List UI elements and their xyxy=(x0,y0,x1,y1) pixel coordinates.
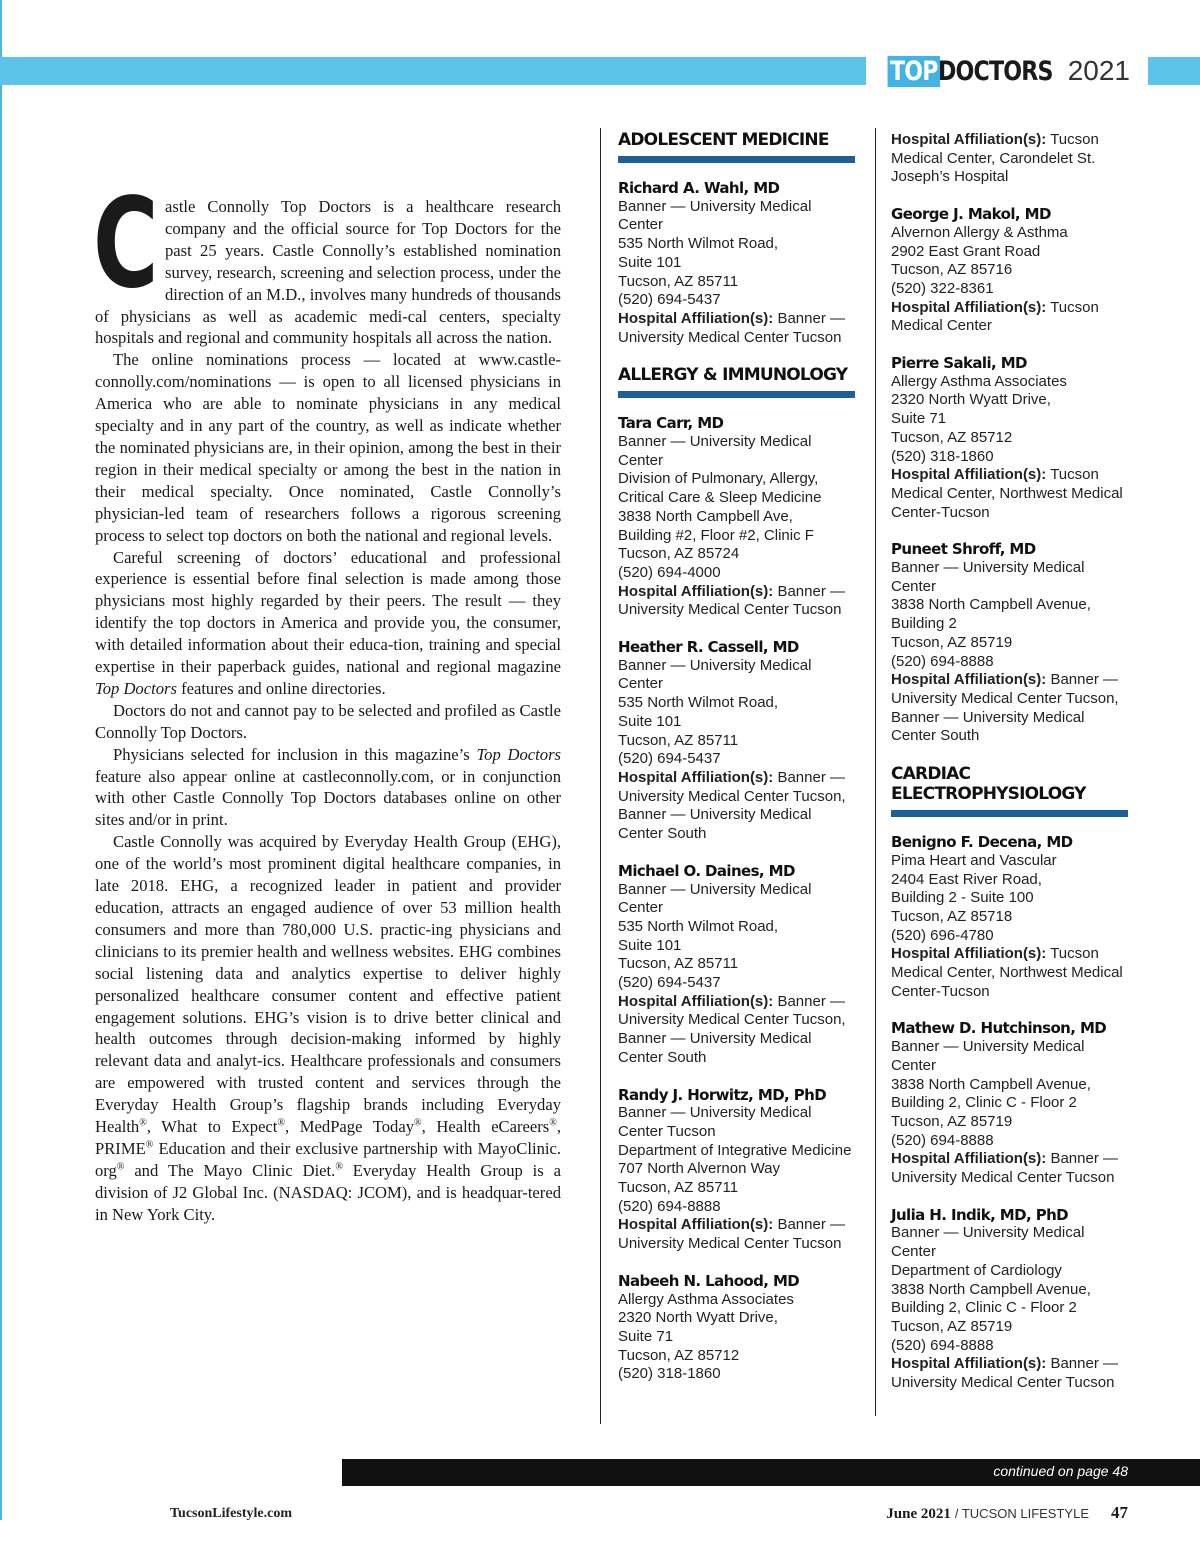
doctor-address-line: 2902 East Grant Road xyxy=(891,242,1041,260)
doctor-address-line: (520) 322-8361 xyxy=(891,279,994,297)
doctor-name: George J. Makol, MD xyxy=(891,205,1051,224)
listing-column-1 xyxy=(618,130,858,1402)
doctor-entry xyxy=(618,1272,858,1384)
affiliation-label: Hospital Affiliation(s): xyxy=(618,582,774,600)
doctor-entry xyxy=(618,179,858,347)
doctor-name: Nabeeh N. Lahood, MD xyxy=(618,1271,800,1290)
doctor-address-line: Banner — University Medical Center Tucson xyxy=(618,1104,812,1140)
doctor-address-line: Building 2 xyxy=(891,615,957,633)
doctor-address-line: (520) 694-4000 xyxy=(618,563,721,581)
doctor-name: Heather R. Cassell, MD xyxy=(618,638,799,657)
listing-column-2 xyxy=(891,131,1131,1411)
doctor-address-line: Tucson, AZ 85719 xyxy=(891,633,1013,651)
doctor-address-line: Suite 101 xyxy=(618,936,682,954)
doctor-name: Mathew D. Hutchinson, MD xyxy=(891,1019,1107,1038)
doctor-address-line: 3838 North Campbell Avenue, xyxy=(891,1280,1091,1298)
specialty-heading xyxy=(618,130,855,163)
doctor-entry xyxy=(891,205,1131,336)
hospital-affiliation xyxy=(891,1355,1131,1392)
affiliation-value: Tucson Medical Center xyxy=(891,298,1099,335)
doctor-address-line: Tucson, AZ 85711 xyxy=(618,731,739,749)
doctor-address-line: Department of Cardiology xyxy=(891,1261,1062,1279)
doctor-address-line: (520) 694-8888 xyxy=(891,1131,994,1149)
doctor-entry xyxy=(618,862,858,1068)
doctor-address-line: Tucson, AZ 85718 xyxy=(891,907,1013,925)
article-paragraph: The online nominations process — located at www.castle-connolly.com/nominations — is open to all licensed physicians in America who are able to nominate physicians in any medical specialty and in any part of the country, as well as indicate whether the nominated physicians are, in their opinion, among the best in their region in their medical specialty or among the best in the nation in their medical specialty. Once nominated, Castle Connolly’s physician-led team of researchers follows a rigorous screening process to select top doctors on both the national and regional levels. xyxy=(95,350,561,545)
doctor-name: Benigno F. Decena, MD xyxy=(891,833,1073,852)
affiliation-label: Hospital Affiliation(s): xyxy=(618,1216,774,1234)
article-paragraph: Careful screening of doctors’ educational and professional experience is essential before final selection is made among those physicians most highly regarded by their peers. The result — they identify the top doctors in America and provide you, the consumer, with detailed information about their educa-tion, training and special expertise in their paperback guides, national and regional magazine Top Doctors features and online directories. xyxy=(95,547,561,698)
hospital-affiliation xyxy=(618,583,858,620)
doctor-address-line: Pima Heart and Vascular xyxy=(891,851,1057,869)
column-divider xyxy=(875,128,876,1416)
doctor-address-line: (520) 694-5437 xyxy=(618,750,721,768)
doctor-name: Michael O. Daines, MD xyxy=(618,861,795,880)
doctor-address-line: Building #2, Floor #2, Clinic F xyxy=(618,526,814,544)
affiliation-value: Banner — University Medical Center Tucson xyxy=(891,1150,1118,1187)
doctor-entry xyxy=(891,833,1131,1001)
doctor-address-line: 535 North Wilmot Road, xyxy=(618,917,779,935)
doctor-address-line: Suite 71 xyxy=(618,1327,674,1345)
doctor-address-line: Tucson, AZ 85716 xyxy=(891,261,1013,279)
doctor-address-line: (520) 694-8888 xyxy=(891,652,994,670)
footer-folio xyxy=(886,1503,1128,1523)
affiliation-label: Hospital Affiliation(s): xyxy=(891,671,1047,689)
doctor-address-line: Banner — University Medical Center xyxy=(618,433,812,469)
doctor-address-line: Banner — University Medical Center xyxy=(618,880,812,917)
article-paragraph: Castle Connolly Top Doctors is a healthcare research company and the official source for Top Doctors for the past 25 years. Castle Connolly’s established nomination survey, research, screening and selection process, under the direction of an M.D., involves many hundreds of thousands of physicians as well as academic medi-cal centers, specialty hospitals and regional and community hospitals all across the nation. xyxy=(93,172,561,348)
doctor-address-line: (520) 694-5437 xyxy=(618,291,721,309)
doctor-address-line: Tucson, AZ 85711 xyxy=(618,955,739,973)
continued-note: continued on page 48 xyxy=(993,1463,1128,1479)
doctor-address-line: Tucson, AZ 85712 xyxy=(618,1346,740,1364)
doctor-address-line: Banner — University Medical Center xyxy=(891,1038,1085,1074)
doctor-entry xyxy=(891,1019,1131,1187)
doctor-address-line: Tucson, AZ 85711 xyxy=(618,1179,739,1197)
doctor-address-line: (520) 696-4780 xyxy=(891,926,994,944)
doctor-address-line: Banner — University Medical Center xyxy=(618,197,812,234)
title-year: 2021 xyxy=(1067,55,1130,86)
article-paragraph: Doctors do not and cannot pay to be selected and profiled as Castle Connolly Top Doctors. xyxy=(95,700,561,742)
lead-affiliation: Hospital Affiliation(s): Tucson Medical Center, Carondelet St. Joseph’s Hospital xyxy=(891,131,1099,186)
doctor-entry xyxy=(618,1086,858,1254)
specialty-heading-line: ADOLESCENT MEDICINE xyxy=(618,130,829,150)
doctor-address-line: (520) 694-8888 xyxy=(891,1336,994,1354)
doctor-name: Puneet Shroff, MD xyxy=(891,540,1036,559)
doctor-name: Richard A. Wahl, MD xyxy=(618,179,780,197)
column-divider xyxy=(600,128,601,1424)
doctor-address-line: (520) 318-1860 xyxy=(618,1365,721,1383)
doctor-address-line: Allergy Asthma Associates xyxy=(618,1290,794,1308)
title-top: TOP xyxy=(887,56,940,87)
doctor-entry xyxy=(618,414,858,620)
section-title xyxy=(866,51,1148,91)
hospital-affiliation xyxy=(618,993,858,1068)
title-doctors: DOCTORS xyxy=(937,55,1053,87)
specialty-heading xyxy=(891,764,1128,817)
doctor-address-line: Building 2 - Suite 100 xyxy=(891,889,1034,907)
specialty-heading-line: ALLERGY & IMMUNOLOGY xyxy=(618,365,848,386)
doctor-address-line: Banner — University Medical Center xyxy=(891,559,1085,595)
doctor-address-line: Banner — University Medical Center xyxy=(618,656,812,693)
doctor-entry xyxy=(891,540,1131,746)
hospital-affiliation xyxy=(891,945,1131,1001)
doctor-address-line: Alvernon Allergy & Asthma xyxy=(891,223,1068,241)
hospital-affiliation xyxy=(618,769,858,844)
affiliation-label: Hospital Affiliation(s): xyxy=(891,466,1047,484)
doctor-address-line: Allergy Asthma Associates xyxy=(891,372,1067,390)
affiliation-value: Banner — University Medical Center Tucson, Banner — University Medical Center South xyxy=(618,992,846,1066)
specialty-heading-line: CARDIAC xyxy=(891,764,971,785)
doctor-address-line: Critical Care & Sleep Medicine xyxy=(618,489,822,507)
doctor-name: Randy J. Horwitz, MD, PhD xyxy=(618,1085,827,1104)
doctor-address-line: Tucson, AZ 85711 xyxy=(618,272,739,290)
doctor-address-line: 2320 North Wyatt Drive, xyxy=(891,391,1051,409)
footer-site: TucsonLifestyle.com xyxy=(170,1506,292,1521)
doctor-entry xyxy=(891,1206,1131,1393)
doctor-name: Julia H. Indik, MD, PhD xyxy=(891,1205,1069,1224)
footer-date: June 2021 xyxy=(886,1506,951,1522)
doctor-address-line: (520) 694-8888 xyxy=(618,1197,721,1215)
doctor-address-line: Banner — University Medical Center xyxy=(891,1224,1085,1261)
affiliation-label: Hospital Affiliation(s): xyxy=(891,298,1047,316)
doctor-address-line: Building 2, Clinic C - Floor 2 xyxy=(891,1299,1077,1317)
doctor-address-line: Tucson, AZ 85719 xyxy=(891,1112,1013,1130)
affiliation-value: Banner — University Medical Center Tucson xyxy=(618,582,845,619)
article-paragraph: Castle Connolly was acquired by Everyday Health Group (EHG), one of the world’s most prominent digital healthcare companies, in late 2018. EHG, a recognized leader in patient and provider education, attracts an engaged audience of over 53 million health consumers and more than 780,000 U.S. practic-ing physicians and clinicians to its premier health and wellness websites. EHG combines social listening data and analytics expertise to deliver highly personalized healthcare consumer content and effective patient engagement solutions. EHG’s vision is to drive better clinical and health outcomes through decision-making informed by highly relevant data and analyt-ics. Healthcare professionals and consumers are empowered with trusted content and services through the Everyday Health Group’s flagship brands including Everyday Health®, What to Expect®, MedPage Today®, Health eCareers®, PRIME® Education and their exclusive partnership with MayoClinic. org® and The Mayo Clinic Diet.® Everyday Health Group is a division of J2 Global Inc. (NASDAQ: JCOM), and is headquar-tered in New York City. xyxy=(95,832,561,1224)
doctor-address-line: 535 North Wilmot Road, xyxy=(618,694,779,712)
doctor-address-line: Building 2, Clinic C - Floor 2 xyxy=(891,1094,1077,1112)
left-edge-rule xyxy=(0,0,2,1520)
doctor-address-line: 3838 North Campbell Ave, xyxy=(618,507,793,525)
continued-bar xyxy=(342,1459,1200,1486)
doctor-address-line: 535 North Wilmot Road, xyxy=(618,235,779,253)
page-number: 47 xyxy=(1111,1503,1128,1522)
doctor-address-line: 3838 North Campbell Avenue, xyxy=(891,1075,1091,1093)
doctor-address-line: Suite 101 xyxy=(618,253,682,271)
doctor-address-line: 707 North Alvernon Way xyxy=(618,1160,781,1178)
doctor-address-line: Suite 71 xyxy=(891,410,947,428)
doctor-address-line: (520) 694-5437 xyxy=(618,974,721,992)
doctor-address-line: Tucson, AZ 85719 xyxy=(891,1317,1013,1335)
affiliation-value: Banner — University Medical Center Tucson xyxy=(618,309,845,346)
doctor-entry xyxy=(891,354,1131,522)
doctor-address-line: Tucson, AZ 85712 xyxy=(891,428,1013,446)
doctor-address-line: Department of Integrative Medicine xyxy=(618,1141,852,1159)
doctor-entry xyxy=(618,638,858,844)
hospital-affiliation xyxy=(891,466,1131,522)
affiliation-label: Hospital Affiliation(s): xyxy=(891,1355,1047,1373)
doctor-address-line: Tucson, AZ 85724 xyxy=(618,545,740,563)
affiliation-value: Banner — University Medical Center Tucson, Banner — University Medical Center South xyxy=(891,671,1119,745)
affiliation-label: Hospital Affiliation(s): xyxy=(891,945,1047,963)
article-paragraph: Physicians selected for inclusion in this magazine’s Top Doctors feature also appear online at castleconnolly.com, or in conjunction with other Castle Connolly Top Doctors databases online on other sites and/or in print. xyxy=(95,744,561,830)
intro-article xyxy=(93,172,561,1226)
drop-cap: C xyxy=(93,172,159,316)
doctor-address-line: Suite 101 xyxy=(618,712,682,730)
hospital-affiliation xyxy=(891,1150,1131,1187)
affiliation-value: Banner — University Medical Center Tucson, Banner — University Medical Center South xyxy=(618,768,846,843)
affiliation-value: Tucson Medical Center, Northwest Medical Center-Tucson xyxy=(891,945,1123,1000)
affiliation-label: Hospital Affiliation(s): xyxy=(891,1150,1047,1168)
specialty-heading-line: ELECTROPHYSIOLOGY xyxy=(891,784,1086,805)
hospital-affiliation xyxy=(618,1216,858,1253)
hospital-affiliation xyxy=(891,299,1131,336)
affiliation-label: Hospital Affiliation(s): xyxy=(618,309,774,327)
hospital-affiliation xyxy=(891,671,1131,746)
doctor-address-line: 2320 North Wyatt Drive, xyxy=(618,1309,778,1327)
affiliation-value: Banner — University Medical Center Tucson xyxy=(618,1216,845,1253)
affiliation-value: Banner — University Medical Center Tucson xyxy=(891,1355,1118,1392)
specialty-heading xyxy=(618,365,855,398)
doctor-address-line: (520) 318-1860 xyxy=(891,447,994,465)
affiliation-label: Hospital Affiliation(s): xyxy=(618,992,774,1010)
doctor-address-line: 2404 East River Road, xyxy=(891,870,1042,888)
doctor-address-line: 3838 North Campbell Avenue, xyxy=(891,596,1091,614)
doctor-address-line: Division of Pulmonary, Allergy, xyxy=(618,470,819,488)
hospital-affiliation xyxy=(618,310,858,347)
affiliation-label: Hospital Affiliation(s): xyxy=(618,768,774,786)
footer-magazine: / TUCSON LIFESTYLE xyxy=(954,1506,1089,1521)
affiliation-value: Tucson Medical Center, Northwest Medical Center-Tucson xyxy=(891,466,1123,521)
doctor-name: Pierre Sakali, MD xyxy=(891,354,1027,373)
doctor-name: Tara Carr, MD xyxy=(618,414,724,433)
